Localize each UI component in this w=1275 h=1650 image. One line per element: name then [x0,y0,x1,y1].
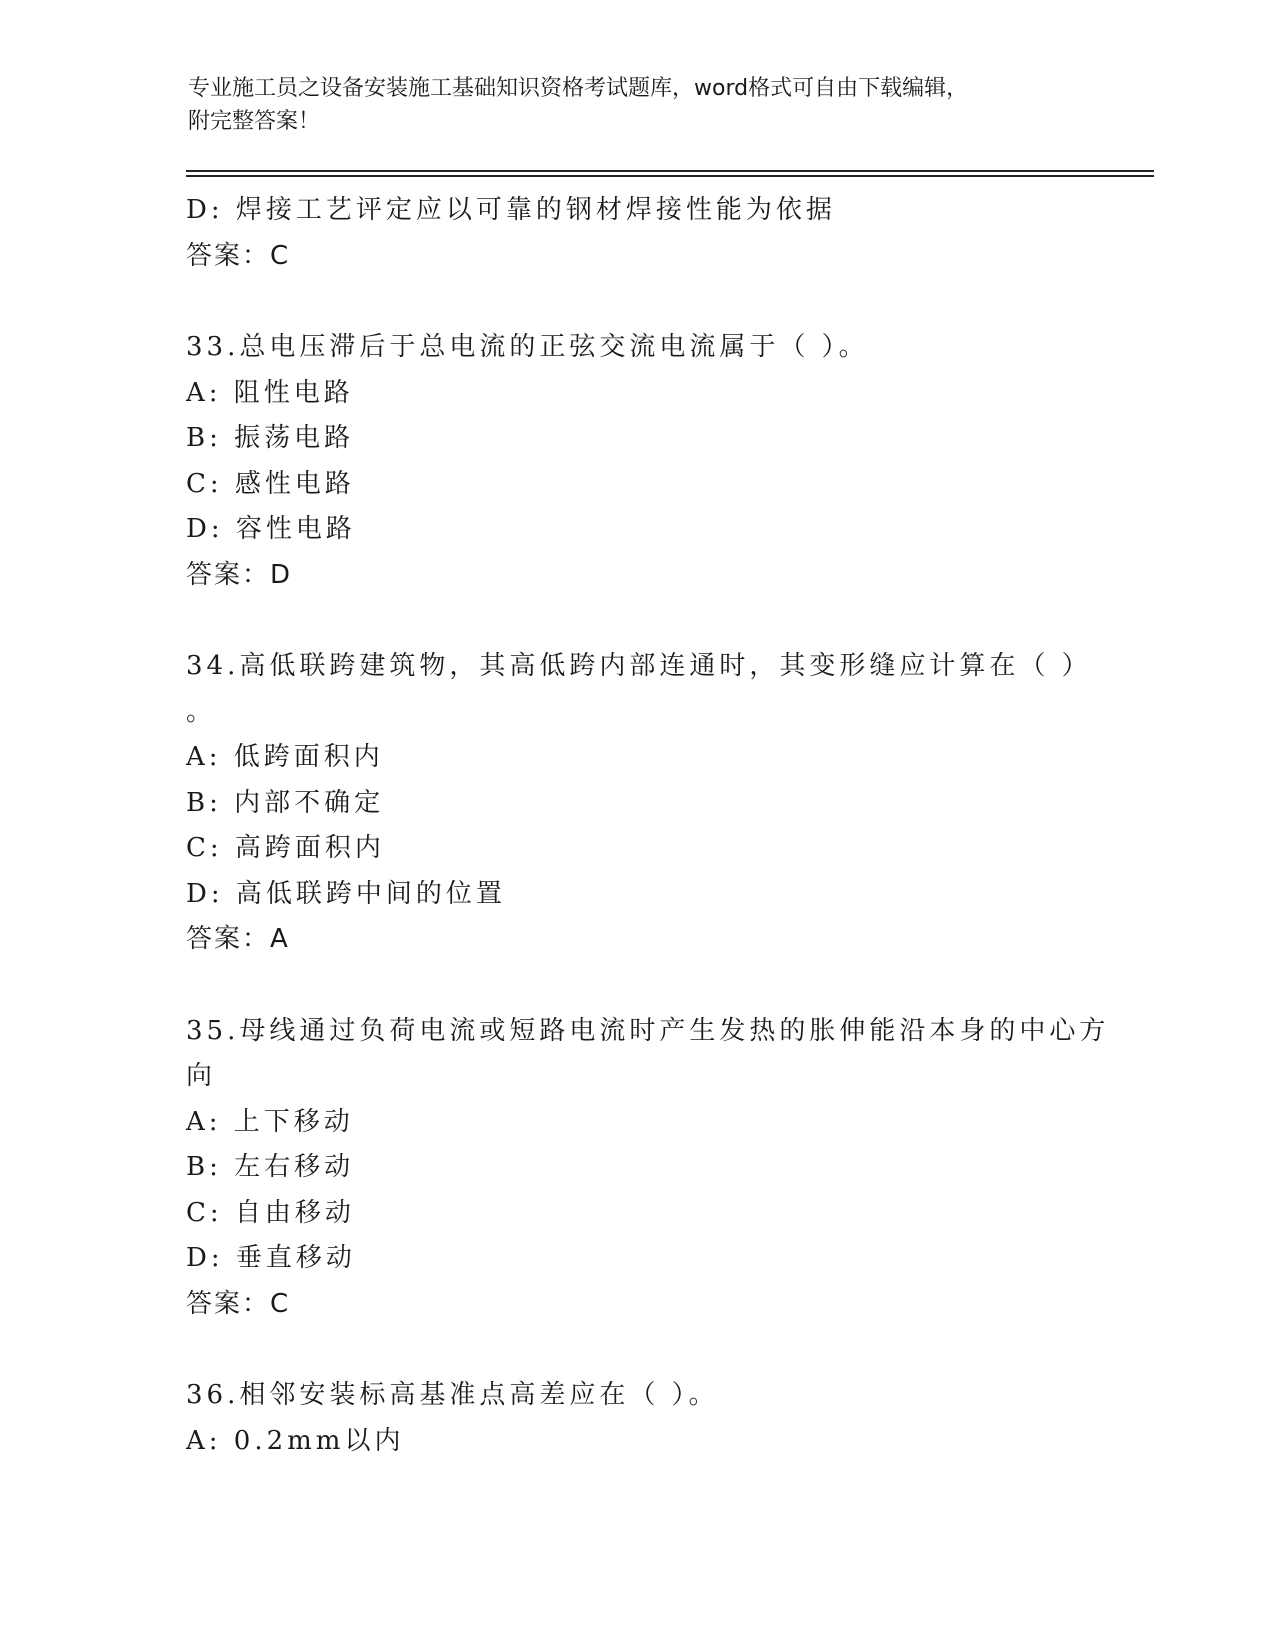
question-34 [186,644,1092,963]
question-33 [186,325,1086,598]
option-b: B: 左右移动 [186,1152,355,1182]
question-text: 36.相邻安装标高基准点高差应在（ ）。 [186,1380,719,1410]
answer: 答案：A [186,924,290,954]
option-b: B: 振荡电路 [186,423,355,453]
question-content [186,188,1110,1464]
answer: 答案：C [186,1288,291,1319]
header-divider-top [186,170,1154,172]
option-c: C: 自由移动 [186,1197,355,1228]
option-a: A: 上下移动 [186,1106,354,1137]
option-d: D: 垂直移动 [186,1243,356,1273]
option-c: C: 感性电路 [186,468,355,499]
header-line-2: 附完整答案！ [188,109,321,134]
option-b: B: 内部不确定 [186,787,385,818]
option-a: A: 阻性电路 [186,377,354,408]
question-text-continued: 向 [186,1061,217,1091]
option-a: A: 0.2mm以内 [186,1425,405,1456]
question-text: 34.高低联跨建筑物，其高低跨内部连通时，其变形缝应计算在（ ） [186,651,1092,681]
question-35 [186,1009,1110,1328]
spacer [186,279,1086,325]
question-text: 35.母线通过负荷电流或短路电流时产生发热的胀伸能沿本身的中心方 [186,1015,1110,1046]
prev-answer: 答案：C [186,240,291,271]
option-d: D: 高低联跨中间的位置 [186,878,506,909]
question-text: 33.总电压滞后于总电流的正弦交流电流属于（ ）。 [186,332,869,362]
option-a: A: 低跨面积内 [186,742,384,772]
spacer [186,1327,1086,1373]
option-d: D: 容性电路 [186,514,356,544]
question-text-continued: 。 [186,696,217,727]
document-header [188,72,1088,138]
header-line-1: 专业施工员之设备安装施工基础知识资格考试题库，word格式可自由下载编辑， [188,76,969,101]
question-36 [186,1373,1086,1464]
spacer [186,963,1086,1009]
spacer [186,598,1086,644]
prev-option-d: D: 焊接工艺评定应以可靠的钢材焊接性能为依据 [186,195,836,225]
header-divider-bottom [186,175,1154,177]
answer: 答案：D [186,559,293,590]
option-c: C: 高跨面积内 [186,833,385,863]
